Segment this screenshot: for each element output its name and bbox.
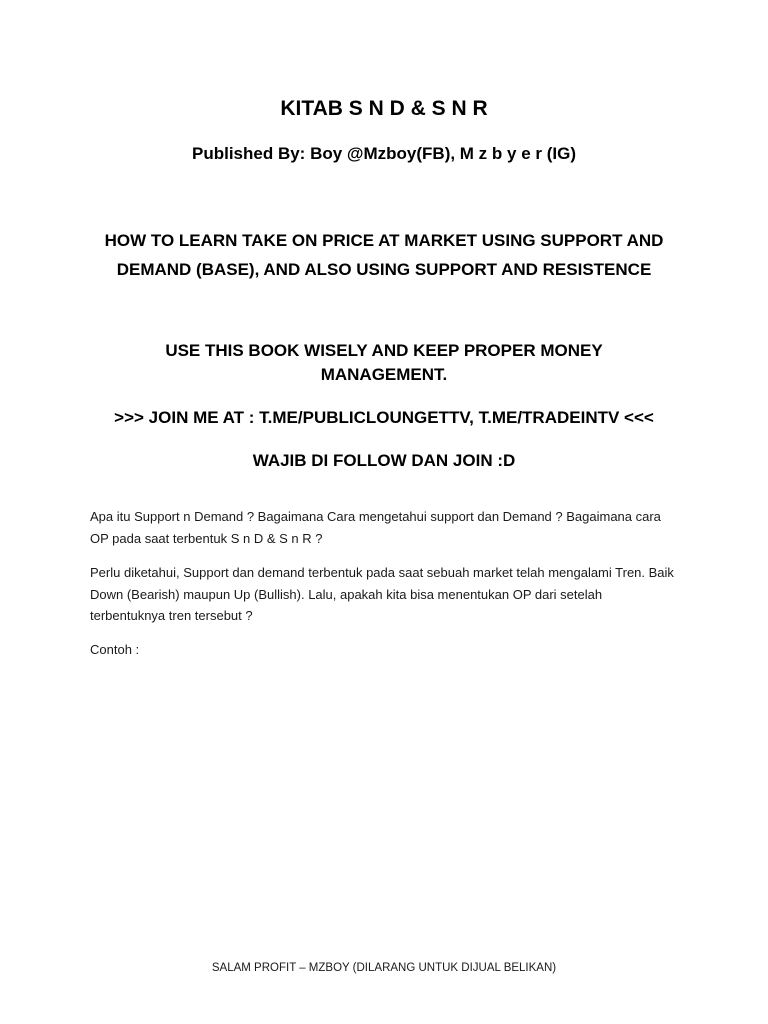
- document-title: KITAB S N D & S N R: [280, 97, 488, 120]
- follow-notice: WAJIB DI FOLLOW DAN JOIN :D: [252, 451, 516, 470]
- publisher-line: Published By: Boy @Mzboy(FB), M z b y e r (IG): [192, 144, 576, 163]
- page-footer: SALAM PROFIT – MZBOY (DILARANG UNTUK DIJUAL BELIKAN): [211, 962, 557, 974]
- paragraph-intro: Apa itu Support n Demand ? Bagaimana Cara mengetahui support dan Demand ? Bagaimana cara OP pada saat terbentuk S n D & S n R ?: [90, 509, 661, 546]
- paragraph-explanation: Perlu diketahui, Support dan demand terbentuk pada saat sebuah market telah mengalami Tren. Baik Down (Bearish) maupun Up (Bullish). Lalu, apakah kita bisa menentukan OP dari setelah terbentuknya tren tersebut ?: [90, 565, 674, 623]
- paragraph-example-label: Contoh :: [90, 642, 140, 657]
- join-notice: >>> JOIN ME AT : T.ME/PUBLICLOUNGETTV, T.ME/TRADEINTV <<<: [114, 408, 654, 427]
- subject-heading: HOW TO LEARN TAKE ON PRICE AT MARKET USING SUPPORT AND DEMAND (BASE), AND ALSO USING SUPPORT AND RESISTENCE: [104, 231, 664, 279]
- usage-notice: USE THIS BOOK WISELY AND KEEP PROPER MONEY MANAGEMENT.: [165, 341, 603, 384]
